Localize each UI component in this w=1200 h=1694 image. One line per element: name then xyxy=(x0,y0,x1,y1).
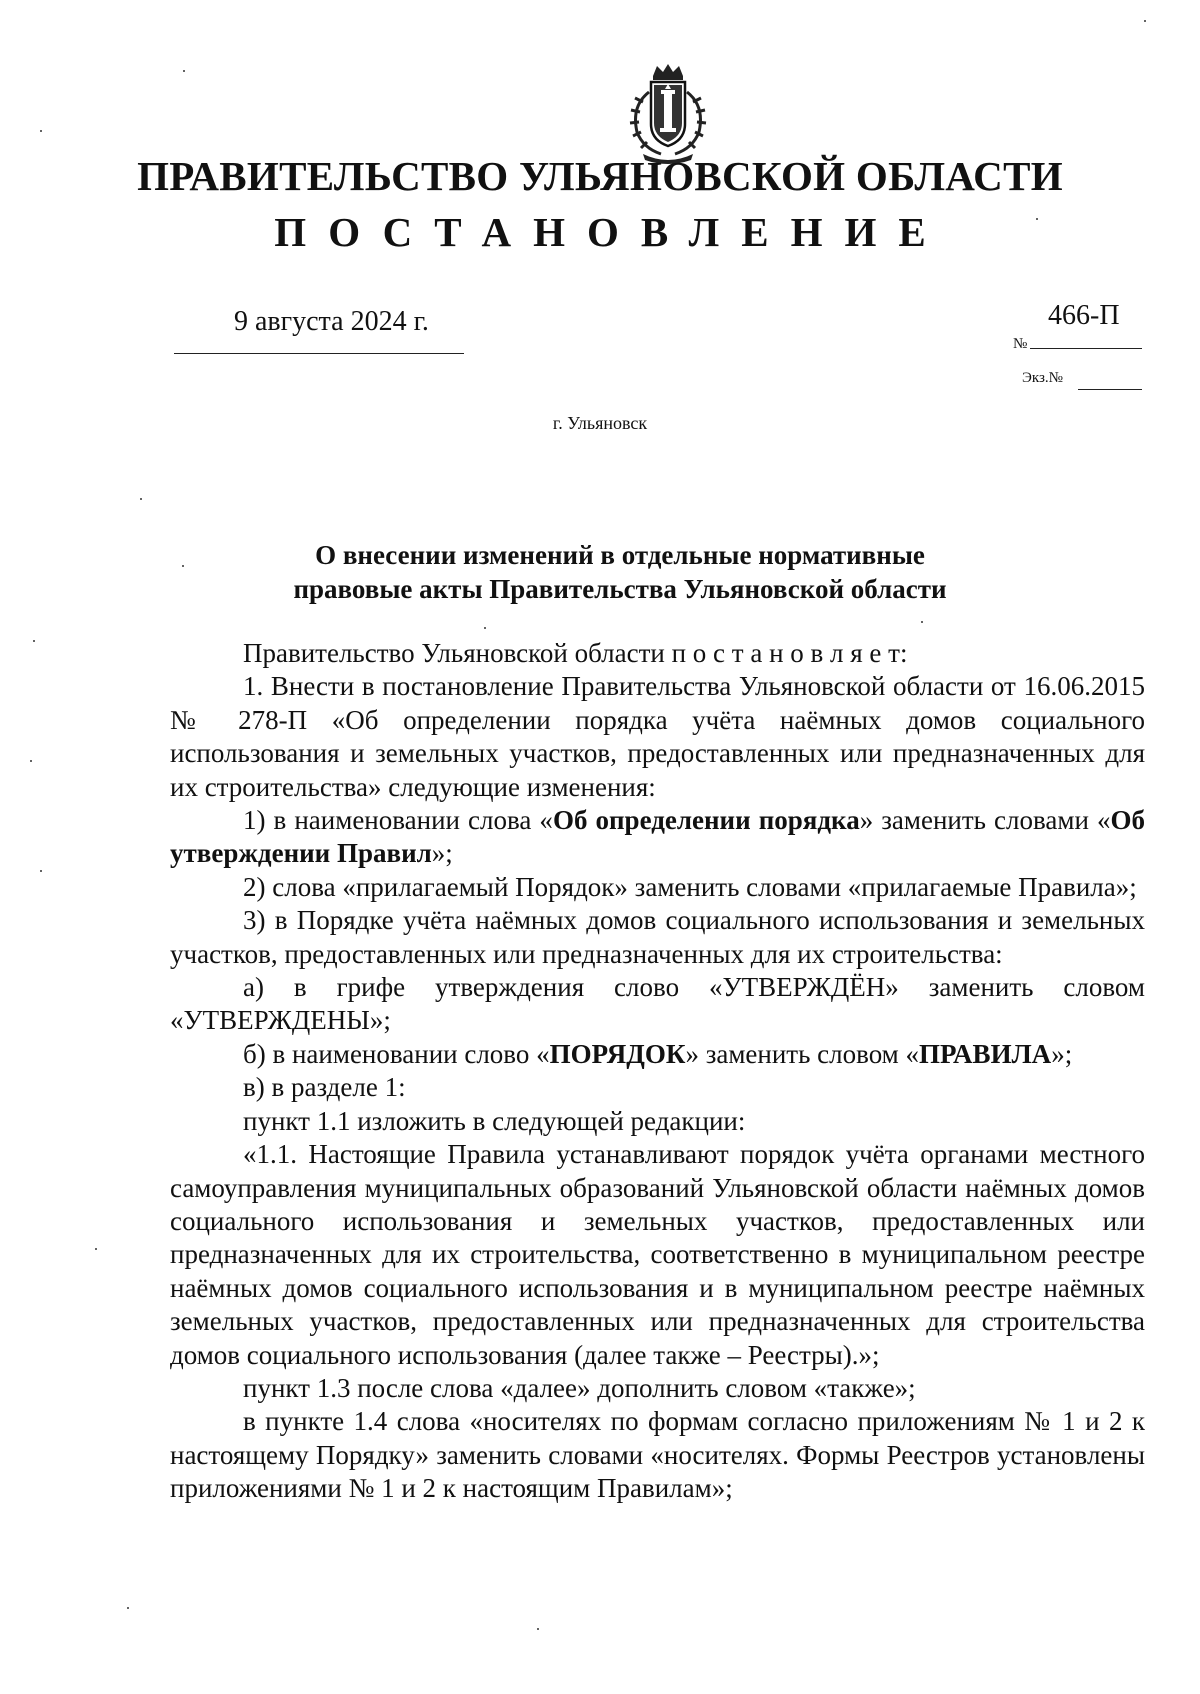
city: г. Ульяновск xyxy=(552,413,648,433)
document-body xyxy=(170,637,1145,1506)
bold-text: Об определении порядка xyxy=(552,805,860,836)
body-subitem-v: в) в разделе 1: xyxy=(243,1072,406,1103)
body-paragraph: пункт 1.1 изложить в следующей редакции: xyxy=(243,1105,746,1136)
coat-of-arms-icon xyxy=(613,62,723,166)
scan-speck xyxy=(1036,218,1038,220)
document-number: 466-П xyxy=(1048,300,1120,331)
bold-text: ПОРЯДОК xyxy=(549,1038,686,1069)
text-run: б) в наименовании слово « xyxy=(243,1038,550,1069)
bold-text: ПРАВИЛА xyxy=(919,1038,1052,1069)
body-item-1: 1. Внести в постановление Правительства Ульяновской области от 16.06.2015 № 278-П «Об определении порядка учёта наёмных домов социального использования и земельных участков, предоставленных или предназначенных для их строительства» следующие изменения: xyxy=(170,671,1145,802)
scan-speck xyxy=(183,70,185,72)
title-line-1: О внесении изменений в отдельные нормативные xyxy=(315,540,925,570)
text-run: » заменить словами « xyxy=(859,805,1111,836)
date-underline xyxy=(174,353,464,354)
title-line-2: правовые акты Правительства Ульяновской области xyxy=(293,574,947,604)
scan-speck xyxy=(30,760,32,762)
scan-speck xyxy=(33,640,35,642)
scan-speck xyxy=(921,621,923,623)
body-quote: «1.1. Настоящие Правила устанавливают порядок учёта органами местного самоуправления муниципальных образований Ульяновской области наёмных домов социального использования и земельных участков, предоставленных или предназначенных для их строительства, соответственно в муниципальном реестре наёмных домов социального использования и в муниципальном реестре наёмных земельных участков, предоставленных или предназначенных для строительства домов социального использования (далее также – Реестры).»; xyxy=(170,1139,1145,1370)
body-paragraph: в пункте 1.4 слова «носителях по формам согласно приложениям № 1 и 2 к настоящему Порядку» заменить словами «носителях. Формы Реестров установлены приложениями № 1 и 2 к настоящим Правилам»; xyxy=(170,1406,1145,1504)
copy-underline xyxy=(1078,389,1142,390)
document-type: ПОСТАНОВЛЕНИЕ xyxy=(274,209,948,255)
body-paragraph: пункт 1.3 после слова «далее» дополнить словом «также»; xyxy=(243,1372,916,1403)
text-run: » заменить словом « xyxy=(685,1038,920,1069)
scan-speck xyxy=(182,565,184,567)
text-run: »; xyxy=(431,838,453,869)
body-preamble: Правительство Ульяновской области п о с т а н о в л я е т: xyxy=(243,638,908,668)
number-sign: № xyxy=(1013,336,1028,352)
scan-speck xyxy=(127,1607,129,1609)
document-date: 9 августа 2024 г. xyxy=(234,306,429,337)
body-subitem-b xyxy=(170,1038,1145,1071)
copy-label: Экз.№ xyxy=(1022,370,1063,386)
body-subitem-3: 3) в Порядке учёта наёмных домов социального использования и земельных участков, предоставленных или предназначенных для их строительства: xyxy=(170,905,1145,969)
scan-speck xyxy=(537,1628,539,1630)
scan-speck xyxy=(1144,20,1146,22)
scan-speck xyxy=(484,627,486,629)
text-run: 1) в наименовании слова « xyxy=(243,805,553,836)
number-underline xyxy=(1030,348,1142,349)
scan-speck xyxy=(40,870,42,872)
body-subitem-a: а) в грифе утверждения слово «УТВЕРЖДЁН» заменить словом «УТВЕРЖДЕНЫ»; xyxy=(170,972,1145,1036)
bold-text: Об утверждении Правил xyxy=(170,805,1145,869)
document-title xyxy=(170,538,1070,606)
scan-speck xyxy=(140,498,142,500)
body-subitem-2: 2) слова «прилагаемый Порядок» заменить словами «прилагаемые Правила»; xyxy=(243,871,1137,902)
scan-speck xyxy=(95,1248,97,1250)
body-subitem-1 xyxy=(170,804,1145,871)
text-run: »; xyxy=(1051,1038,1073,1069)
scan-speck xyxy=(40,130,42,132)
organization-title: ПРАВИТЕЛЬСТВО УЛЬЯНОВСКОЙ ОБЛАСТИ xyxy=(137,153,1063,199)
